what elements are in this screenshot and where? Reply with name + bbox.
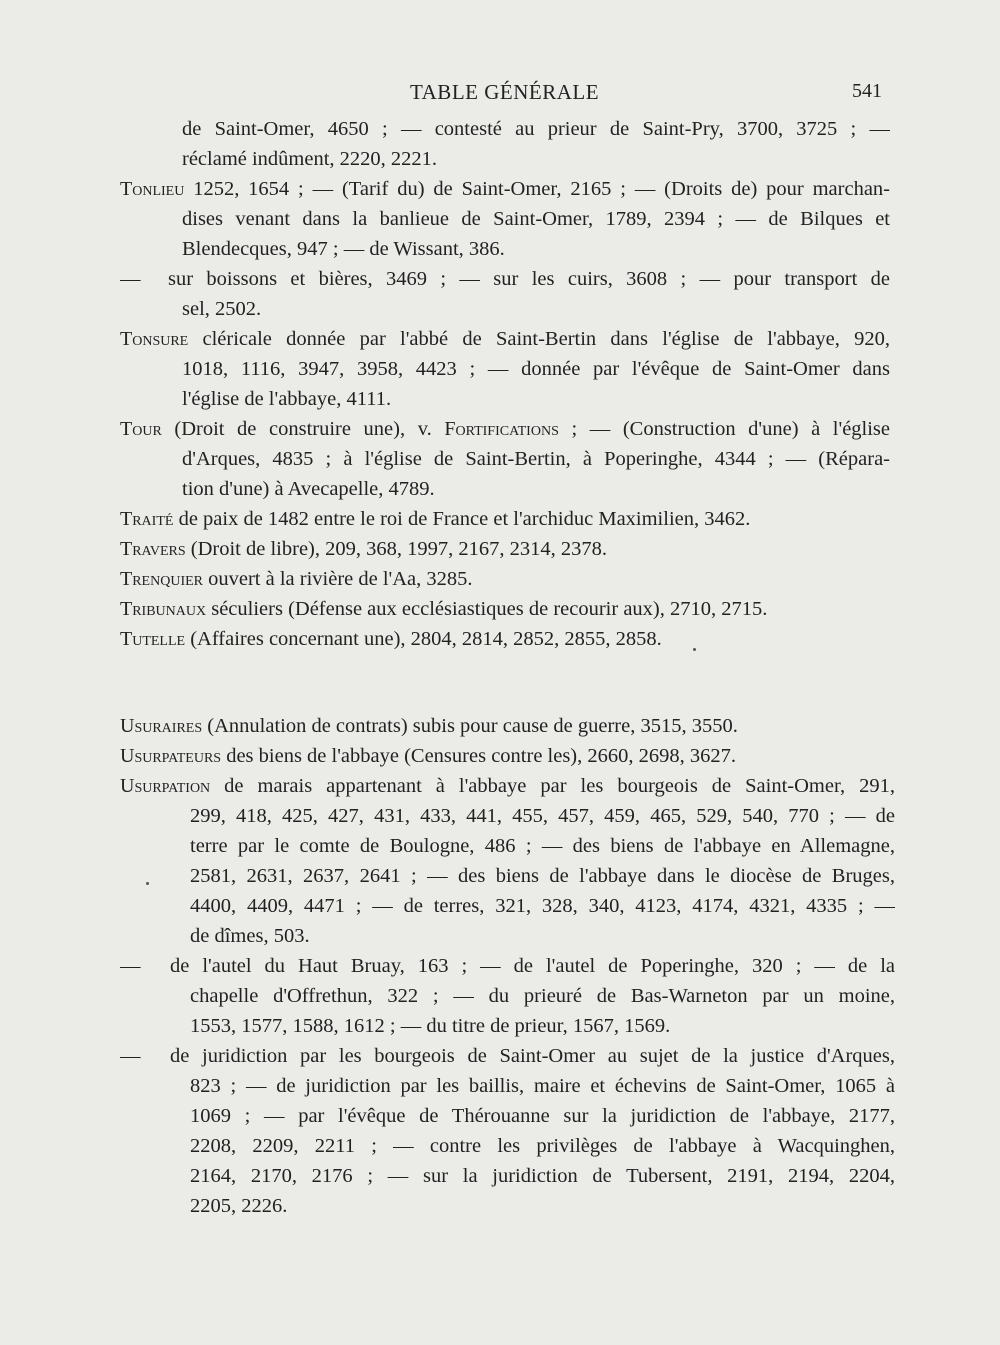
entry-text: cléricale donnée par l'abbé de Saint-Bertin dans l'église de l'abbaye, 920, — [188, 328, 890, 350]
entry-text: terre par le comte de Boulogne, 486 ; — des biens de l'abbaye en Allemagne, — [190, 835, 895, 857]
continuation-line — [120, 114, 890, 144]
entry-text: réclamé indûment, 2220, 2221. — [182, 148, 438, 170]
index-section-u — [120, 711, 895, 1221]
entry-text: l'église de l'abbaye, 4111. — [182, 388, 392, 410]
index-entry-line — [120, 741, 895, 771]
continuation-line — [120, 1131, 895, 1161]
cross-reference: Fortifications — [444, 418, 559, 440]
continuation-line — [120, 891, 895, 921]
entry-term: Usuraires — [120, 715, 203, 737]
continuation-line — [120, 474, 890, 504]
continuation-line — [120, 1071, 895, 1101]
entry-text: 2205, 2226. — [190, 1195, 288, 1217]
continuation-line — [120, 354, 890, 384]
ink-speck — [693, 648, 696, 651]
entry-text: 1553, 1577, 1588, 1612 ; — du titre de prieur, 1567, 1569. — [190, 1015, 671, 1037]
entry-text: sel, 2502. — [182, 298, 262, 320]
entry-text: des biens de l'abbaye (Censures contre les), 2660, 2698, 3627. — [221, 745, 737, 767]
entry-text: (Droit de libre), 209, 368, 1997, 2167, 2314, 2378. — [185, 538, 607, 560]
entry-term: Trenquier — [120, 568, 203, 590]
continuation-line — [120, 384, 890, 414]
entry-text: 2208, 2209, 2211 ; — contre les privilèges de l'abbaye à Wacquinghen, — [190, 1135, 895, 1157]
index-entry-line — [120, 504, 890, 534]
index-entry-line — [120, 771, 895, 801]
continuation-line — [120, 831, 895, 861]
entry-term: Usurpateurs — [120, 745, 222, 767]
continuation-line — [120, 444, 890, 474]
entry-text: sur boissons et bières, 3469 ; — sur les cuirs, 3608 ; — pour transport de — [168, 268, 890, 290]
index-entry-line — [120, 564, 890, 594]
entry-text: ; — (Construction d'une) à l'église — [558, 418, 890, 440]
entry-text: Blendecques, 947 ; — de Wissant, 386. — [182, 238, 505, 260]
entry-term: Tonsure — [120, 328, 189, 350]
continuation-line — [120, 1041, 895, 1071]
entry-text: de marais appartenant à l'abbaye par les bourgeois de Saint-Omer, 291, — [210, 775, 895, 797]
continuation-line — [120, 264, 890, 294]
entry-text: (Annulation de contrats) subis pour cause de guerre, 3515, 3550. — [202, 715, 738, 737]
repeat-dash: — — [120, 1045, 141, 1067]
entry-text: 2164, 2170, 2176 ; — sur la juridiction de Tubersent, 2191, 2194, 2204, — [190, 1165, 895, 1187]
entry-text: chapelle d'Offrethun, 322 ; — du prieuré de Bas-Warneton par un moine, — [190, 985, 895, 1007]
continuation-line — [120, 951, 895, 981]
index-entry-line — [120, 414, 890, 444]
continuation-line — [120, 1011, 895, 1041]
index-entry-line — [120, 624, 890, 654]
ink-speck — [146, 882, 149, 885]
entry-term: Tribunaux — [120, 598, 207, 620]
continuation-line — [120, 1161, 895, 1191]
entry-term: Traité — [120, 508, 174, 530]
entry-text: de Saint-Omer, 4650 ; — contesté au prieur de Saint-Pry, 3700, 3725 ; — — [182, 118, 890, 140]
entry-text: de juridiction par les bourgeois de Saint-Omer au sujet de la justice d'Arques, — [170, 1045, 895, 1067]
entry-text: 4400, 4409, 4471 ; — de terres, 321, 328, 340, 4123, 4174, 4321, 4335 ; — — [190, 895, 895, 917]
entry-text: (Affaires concernant une), 2804, 2814, 2852, 2855, 2858. — [185, 628, 662, 650]
repeat-dash: — — [120, 268, 141, 290]
entry-text: ouvert à la rivière de l'Aa, 3285. — [203, 568, 473, 590]
entry-text: tion d'une) à Avecapelle, 4789. — [182, 478, 435, 500]
entry-text: séculiers (Défense aux ecclésiastiques de recourir aux), 2710, 2715. — [206, 598, 768, 620]
running-title: TABLE GÉNÉRALE — [410, 80, 600, 104]
continuation-line — [120, 204, 890, 234]
continuation-line — [120, 234, 890, 264]
entry-text: de dîmes, 503. — [190, 925, 310, 947]
entry-text: de l'autel du Haut Bruay, 163 ; — de l'autel de Poperinghe, 320 ; — de la — [170, 955, 895, 977]
continuation-line — [120, 1191, 895, 1221]
page-header — [0, 80, 1000, 110]
entry-term: Tour — [120, 418, 162, 440]
entry-term: Usurpation — [120, 775, 211, 797]
continuation-line — [120, 801, 895, 831]
entry-text: de paix de 1482 entre le roi de France et l'archiduc Maximilien, 3462. — [173, 508, 751, 530]
continuation-line — [120, 144, 890, 174]
entry-term: Tutelle — [120, 628, 186, 650]
entry-term: Travers — [120, 538, 186, 560]
index-section-t — [120, 114, 890, 654]
entry-text: d'Arques, 4835 ; à l'église de Saint-Bertin, à Poperinghe, 4344 ; — (Répara- — [182, 448, 890, 470]
continuation-line — [120, 921, 895, 951]
index-entry-line — [120, 324, 890, 354]
entry-text: 823 ; — de juridiction par les baillis, maire et échevins de Saint-Omer, 1065 à — [190, 1075, 895, 1097]
repeat-dash: — — [120, 955, 141, 977]
entry-text: 299, 418, 425, 427, 431, 433, 441, 455, 457, 459, 465, 529, 540, 770 ; — de — [190, 805, 895, 827]
entry-text: 2581, 2631, 2637, 2641 ; — des biens de l'abbaye dans le diocèse de Bruges, — [190, 865, 895, 887]
entry-term: Tonlieu — [120, 178, 185, 200]
entry-text: 1018, 1116, 3947, 3958, 4423 ; — donnée par l'évêque de Saint-Omer dans — [182, 358, 890, 380]
continuation-line — [120, 861, 895, 891]
index-entry-line — [120, 711, 895, 741]
entry-text: 1069 ; — par l'évêque de Thérouanne sur la juridiction de l'abbaye, 2177, — [190, 1105, 895, 1127]
index-entry-line — [120, 534, 890, 564]
page-number: 541 — [852, 80, 882, 102]
continuation-line — [120, 981, 895, 1011]
entry-text: dises venant dans la banlieue de Saint-Omer, 1789, 2394 ; — de Bilques et — [182, 208, 890, 230]
continuation-line — [120, 1101, 895, 1131]
entry-text: (Droit de construire une), v. — [161, 418, 445, 440]
index-entry-line — [120, 174, 890, 204]
entry-text: 1252, 1654 ; — (Tarif du) de Saint-Omer, 2165 ; — (Droits de) pour marchan- — [184, 178, 890, 200]
index-entry-line — [120, 594, 890, 624]
continuation-line — [120, 294, 890, 324]
